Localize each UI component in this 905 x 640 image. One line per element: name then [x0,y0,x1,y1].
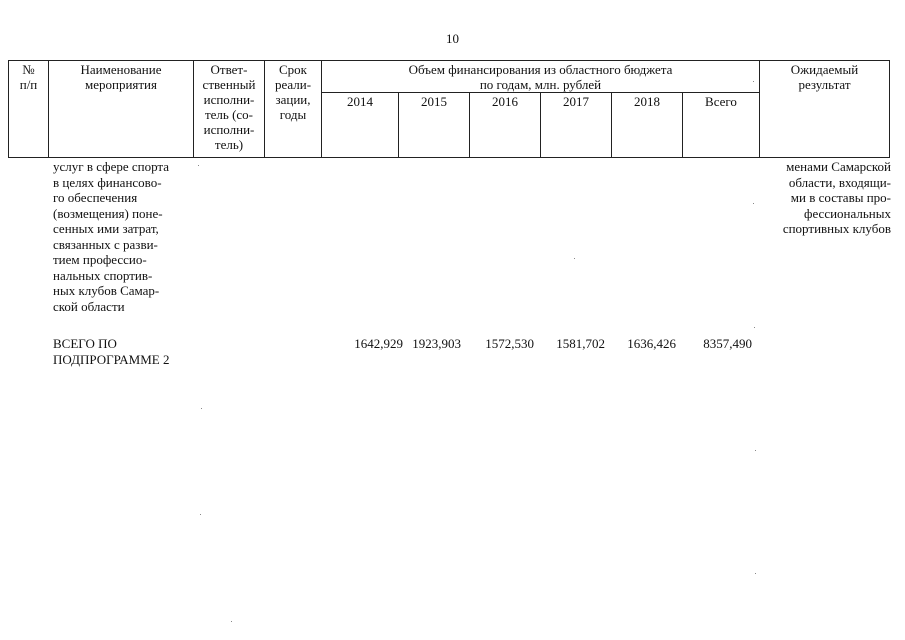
header-num: № п/п [9,61,49,158]
scan-speck [755,573,756,574]
total-2014: 1642,929 [354,336,403,351]
scan-speck [198,165,199,166]
total-2017: 1581,702 [556,336,605,351]
header-name: Наименование мероприятия [49,61,194,158]
header-total: Всего [683,93,760,158]
total-2015: 1923,903 [412,336,461,351]
scan-speck [753,203,754,204]
header-funding: Объем финансирования из областного бюджета по годам, млн. рублей [322,61,760,93]
header-year-2018: 2018 [612,93,683,158]
total-2018: 1636,426 [627,336,676,351]
header-year-2015: 2015 [399,93,470,158]
header-year-2016: 2016 [470,93,541,158]
header-result: Ожидаемый результат [760,61,890,158]
scan-speck [753,81,754,82]
total-label: ВСЕГО ПО ПОДПРОГРАММЕ 2 [53,336,170,367]
scan-speck [231,621,232,622]
scan-speck [754,327,755,328]
total-all: 8357,490 [703,336,752,351]
header-year-2017: 2017 [541,93,612,158]
scan-speck [755,450,756,451]
header-executor: Ответ- ственный исполни- тель (со- исполни- тель) [194,61,265,158]
scan-speck [574,258,575,259]
total-2016: 1572,530 [485,336,534,351]
header-term: Срок реали- зации, годы [265,61,322,158]
row-result-text: менами Самарской области, входящи- ми в составы про- фессиональных спортивных клубов [782,159,891,236]
scan-speck [200,514,201,515]
header-table [8,60,890,158]
page-number: 10 [446,31,459,46]
header-year-2014: 2014 [322,93,399,158]
row-name-text: услуг в сфере спорта в целях финансово- го обеспечения (возмещения) поне- сенных ими затрат, связанных с разви- тием профессио- нальных спортив- ных клубов Самар- ской области [53,159,170,314]
scan-speck [201,408,202,409]
